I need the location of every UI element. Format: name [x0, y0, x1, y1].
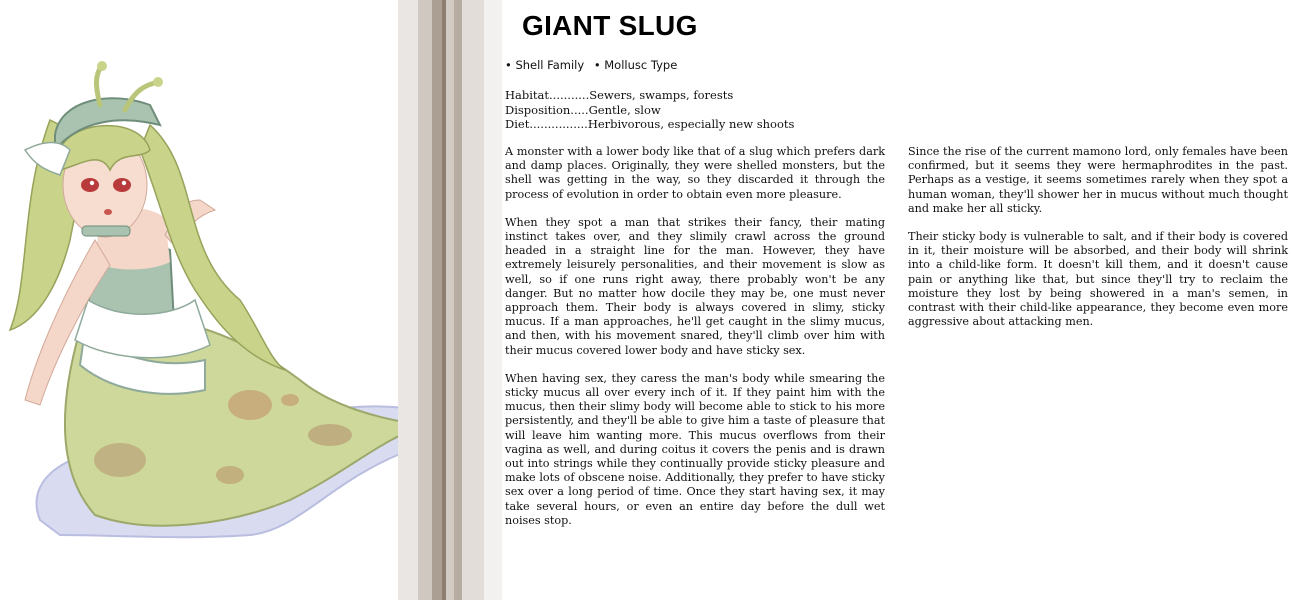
description-paragraph: A monster with a lower body like that of a slug which prefers dark and damp places. Originally, they were shelled monsters, but the shell was getting in the way, so they discarded it through the process of evolution in order to obtain even more pleasure. — [505, 145, 885, 201]
stat-disposition: Disposition.....Gentle, slow — [505, 102, 661, 117]
family-tag: • Shell Family — [505, 58, 585, 72]
type-tag: • Mollusc Type — [593, 58, 678, 72]
stat-diet: Diet................Herbivorous, especially new shoots — [505, 117, 795, 131]
giant-slug-girl-image — [0, 0, 450, 600]
monster-illustration — [0, 0, 398, 600]
family-line — [505, 58, 683, 72]
description-paragraph: Since the rise of the current mamono lord, only females have been confirmed, but it seems they were hermaphrodites in the past. Perhaps as a vestige, it seems sometimes rarely when they spot a human woman, they'll shower her in mucus without much thought and make her all sticky. — [908, 145, 1288, 215]
description-paragraph: When having sex, they caress the man's body while smearing the sticky mucus all over every inch of it. If they paint him with the mucus, then their slimy body will become able to stick to his more persistently, and they'll be able to give him a taste of pleasure that will leave him wanting more. This mucus overflows from their vagina as well, and during coitus it covers the penis and is drawn out into strings while they continually provide sticky pleasure and make lots of obscene noise. Additionally, they prefer to have sticky sex over a long period of time. Once they start having sex, it may take several hours, or even an entire day before the dull wet noises stop. — [505, 371, 885, 527]
description-column-right — [908, 145, 1288, 343]
description-column-left — [505, 145, 885, 542]
description-paragraph: Their sticky body is vulnerable to salt, and if their body is covered in it, their moisture will be absorbed, and their body will shrink into a child-like form. It doesn't kill them, and it doesn't cause pain or anything like that, but since they'll try to reclaim the moisture they lost by being showered in a man's semen, in contrast with their child-like appearance, they become even more aggressive about attacking men. — [908, 230, 1288, 329]
stat-habitat: Habitat...........Sewers, swamps, forests — [505, 88, 734, 102]
stats-block — [505, 88, 794, 132]
description-paragraph: When they spot a man that strikes their fancy, their mating instinct takes over, and they slimily crawl across the ground headed in a straight line for the man. However, they have extremely leisurely personalities, and their movement is slow as well, so if one runs right away, there probably won't be any danger. But no matter how docile they may be, one must never approach them. Their body is always covered in slimy, sticky mucus. If a man approaches, he'll get caught in the slimy mucus, and then, with his movement snared, they'll climb over him with their mucus covered lower body and have sticky sex. — [505, 215, 885, 357]
entry-title: GIANT SLUG — [522, 10, 698, 41]
book-spine — [398, 0, 502, 600]
